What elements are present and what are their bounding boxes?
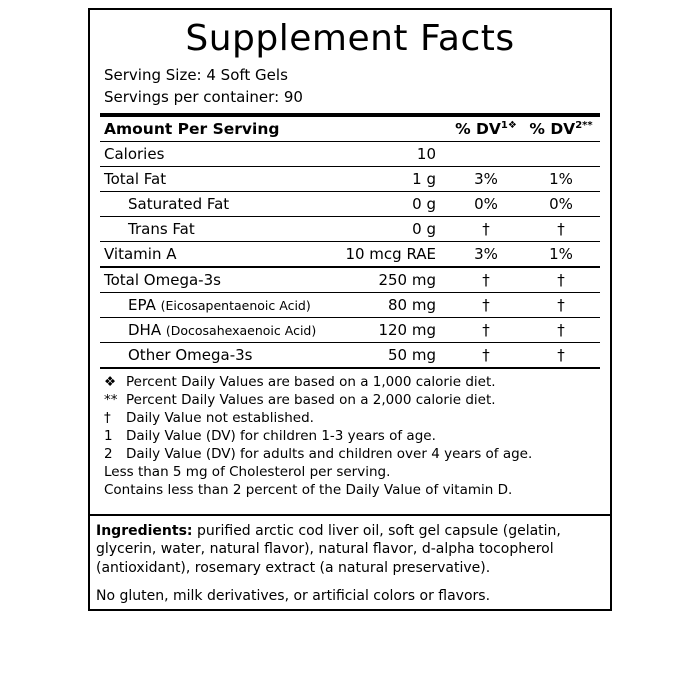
footnote-marker: 1 [104,427,113,444]
table-header-row [100,117,600,142]
nutrient-dv1: † [450,343,522,368]
footnote-marker: † [104,409,111,426]
nutrient-dv2: † [522,343,600,368]
table-row [100,267,600,293]
table-row [100,293,600,318]
nutrient-dv2: 1% [522,242,600,268]
nutrient-dv1: 3% [450,167,522,192]
footnote-marker: 2 [104,445,113,462]
footnote-text: Percent Daily Values are based on a 2,000 calorie diet. [126,392,496,408]
nutrient-dv1: † [450,217,522,242]
nutrient-name: DHA (Docosahexaenoic Acid) [100,318,318,343]
footnotes [104,374,600,500]
footnote-row [104,374,600,392]
nutrient-dv2: † [522,293,600,318]
footnote-row [104,428,600,446]
footnote-marker: ❖ [104,374,117,391]
footnote-text: Daily Value (DV) for adults and children over 4 years of age. [126,445,533,462]
footnote-row [104,446,600,464]
nutrient-name: Calories [100,142,318,167]
nutrient-amount: 1 g [318,167,450,192]
header-dv2: % $DV^{2**}$ [529,119,593,139]
nutrient-amount: 80 mg [318,293,450,318]
nutrient-name: Total Omega-3s [100,267,318,293]
table-row [100,343,600,368]
footnote-vitamin-d: Contains less than 2 percent of the Daily Value of vitamin D. [104,481,513,498]
header-dv1: % $DV^{1❖}$ [455,119,517,139]
ingredients-section [90,514,610,609]
table-row [100,142,600,167]
table-row [100,167,600,192]
header-amount-per-serving: Amount Per Serving [104,120,280,139]
nutrient-dv2 [522,142,600,167]
nutrient-dv2: † [522,267,600,293]
nutrient-name: Trans Fat [100,217,318,242]
nutrient-dv1 [450,142,522,167]
footnote-text: Percent Daily Values are based on a 1,000 calorie diet. [126,374,496,391]
nutrient-name: Total Fat [100,167,318,192]
nutrition-table [100,117,600,367]
ingredients-line [96,522,606,578]
ingredients-label: Ingredients: [96,522,193,539]
nutrient-dv1: 3% [450,242,522,268]
table-row [100,318,600,343]
nutrient-amount: 10 [318,142,450,167]
nutrient-dv1: 0% [450,192,522,217]
nutrient-dv2: † [522,318,600,343]
footnote-cholesterol: Less than 5 mg of Cholesterol per serving. [104,463,391,480]
nutrient-name: EPA (Eicosapentaenoic Acid) [100,293,318,318]
nutrient-amount: 120 mg [318,318,450,343]
nutrient-dv1: † [450,293,522,318]
ingredients-text: purified arctic cod liver oil, soft gel capsule (gelatin, glycerin, water, natural flavor), natural flavor, d-alpha tocopherol (antioxidant), rosemary extract (a natural preservative). [96,522,561,576]
nutrient-amount: 0 g [318,192,450,217]
nutrient-amount: 250 mg [318,267,450,293]
ingredients-note: No gluten, milk derivatives, or artificial colors or flavors. [96,587,491,604]
servings-per-container: Servings per container: 90 [104,88,303,107]
table-row [100,192,600,217]
table-row [100,217,600,242]
footnote-marker: ** [104,392,118,408]
nutrient-amount: 0 g [318,217,450,242]
footnote-text: Daily Value not established. [126,409,314,426]
footnote-row [104,392,600,410]
nutrient-dv2: † [522,217,600,242]
nutrient-dv1: † [450,318,522,343]
divider-below-table [100,367,600,369]
table-row [100,242,600,268]
nutrient-name: Saturated Fat [100,192,318,217]
supplement-facts-panel [88,8,612,611]
page-title: Supplement Facts [185,18,515,59]
footnote-row [104,410,600,428]
nutrient-dv1: † [450,267,522,293]
nutrient-dv2: 1% [522,167,600,192]
nutrient-dv2: 0% [522,192,600,217]
footnote-text: Daily Value (DV) for children 1-3 years of age. [126,427,436,444]
nutrient-amount: 50 mg [318,343,450,368]
serving-size: Serving Size: 4 Soft Gels [104,66,288,85]
nutrient-name: Other Omega-3s [100,343,318,368]
header-spacer [318,117,450,142]
nutrition-table-body [100,117,600,367]
supplement-facts-inner [90,10,610,508]
nutrient-amount: 10 mcg RAE [318,242,450,268]
nutrient-name: Vitamin A [100,242,318,268]
